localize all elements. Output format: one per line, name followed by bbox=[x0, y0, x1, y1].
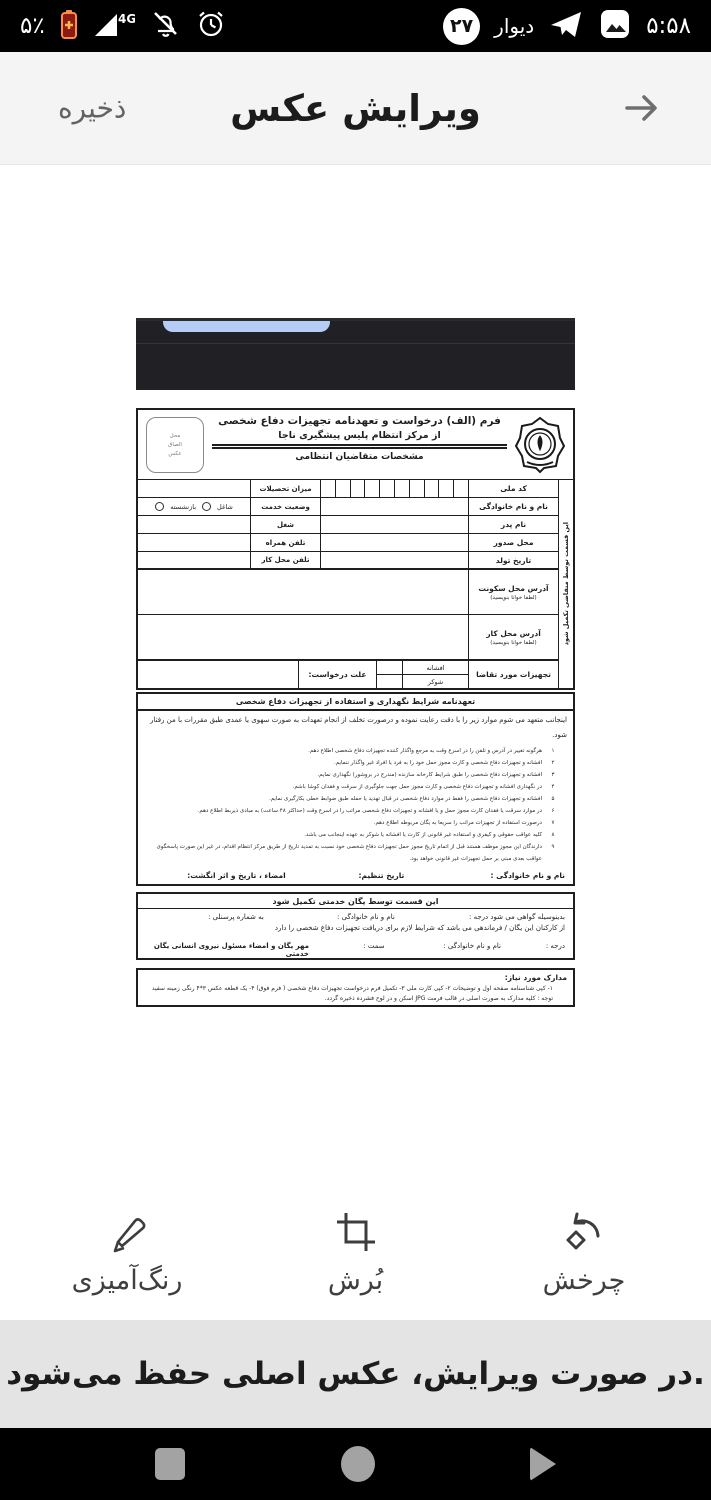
unit-section-title: این قسمت توسط یگان خدمتی تکمیل شود bbox=[138, 894, 573, 909]
work-address-value-cell bbox=[138, 615, 468, 659]
item-number: ۷ bbox=[551, 820, 555, 826]
form-block-applicant bbox=[136, 408, 575, 690]
photo-dark-banner bbox=[136, 318, 575, 390]
back-button[interactable] bbox=[619, 86, 663, 130]
national-id-digit-cell bbox=[350, 480, 365, 497]
item-text: درصورت استفاده از تجهیزات مراتب را سریعا به یگان مربوطه اطلاع دهم. bbox=[373, 820, 542, 826]
row-issue-place bbox=[138, 534, 558, 552]
label-education: میزان تحصیلات bbox=[250, 480, 320, 497]
paint-tool-label: رنگ‌آمیزی bbox=[71, 1265, 183, 1296]
row-equipment bbox=[138, 660, 558, 688]
full-name-value-cell bbox=[320, 498, 468, 515]
digit-cells bbox=[321, 480, 468, 497]
telegram-icon bbox=[548, 8, 584, 44]
photo-white-gap bbox=[136, 390, 575, 408]
commitment-signature-row bbox=[138, 865, 573, 884]
national-id-digit-cell bbox=[379, 480, 394, 497]
national-id-digit-cell bbox=[394, 480, 409, 497]
taser-checkbox-cell bbox=[377, 675, 402, 688]
row-birth-date bbox=[138, 552, 558, 570]
applicant-table-body bbox=[138, 480, 558, 688]
form-title-column bbox=[212, 410, 507, 479]
unit-name2-label: نام و نام خانوادگی : bbox=[443, 942, 501, 950]
edit-notice-bar bbox=[0, 1320, 711, 1428]
label-work-address bbox=[468, 615, 558, 659]
applicant-vertical-note-text: این قسمت توسط متقاضی تکمیل شود bbox=[562, 522, 570, 646]
crop-icon bbox=[333, 1209, 379, 1255]
form-block-documents bbox=[136, 968, 575, 1007]
label-birth-date: تاریخ تولد bbox=[468, 552, 558, 568]
job-value-cell bbox=[138, 516, 250, 533]
national-id-digit-cell bbox=[409, 480, 424, 497]
label-full-name: نام و نام خانوادگی bbox=[468, 498, 558, 515]
form-title-line2: از مرکز انتظام پلیس پیشگیری ناجا bbox=[278, 430, 441, 441]
spray-checkbox-cell bbox=[377, 661, 402, 675]
label-work-phone: تلفن محل کار bbox=[250, 552, 320, 568]
service-status-cell bbox=[138, 498, 250, 515]
item-text: افشانه و تجهیزات دفاع شخصی را طبق شرایط کارخانه سازنده (مندرج در بروشور) نگهداری نمایم. bbox=[317, 772, 542, 778]
recents-button[interactable] bbox=[155, 1448, 185, 1480]
label-service-status: وضعیت خدمت bbox=[250, 498, 320, 515]
alarm-clock-icon bbox=[195, 8, 227, 44]
item-number: ۸ bbox=[551, 832, 555, 838]
home-address-value-cell bbox=[138, 570, 468, 614]
unit-personnel-no-label: به شماره پرسنلی : bbox=[208, 913, 264, 921]
row-father-name bbox=[138, 516, 558, 534]
unit-row-certify bbox=[138, 909, 573, 921]
father-name-value-cell bbox=[320, 516, 468, 533]
work-address-title: آدرس محل کار bbox=[486, 628, 541, 638]
service-status-options bbox=[138, 502, 250, 511]
notifications-muted-icon bbox=[149, 8, 181, 44]
commitment-item bbox=[146, 745, 557, 757]
photo-box-line2: الصاق bbox=[168, 441, 182, 448]
item-number: ۴ bbox=[551, 784, 555, 790]
label-job: شغل bbox=[250, 516, 320, 533]
paint-brush-icon bbox=[104, 1209, 150, 1255]
status-right-group bbox=[443, 7, 691, 45]
police-emblem bbox=[507, 410, 573, 479]
photo-blue-button-fragment bbox=[163, 321, 330, 332]
item-text: در موارد سرقت یا فقدان کارت مجوز حمل و یا افشانه و تجهیزات دفاع شخصی مراتب را در اسرع وقت (حداکثر ۴۸ ساعت) به مبادی ذیربط اطلاع دهم. bbox=[197, 808, 542, 814]
rotate-icon bbox=[561, 1209, 607, 1255]
unit-certify-label: بدینوسیله گواهی می شود درجه : bbox=[468, 913, 565, 921]
national-id-digit-cell bbox=[321, 480, 335, 497]
birth-date-value-cell bbox=[320, 552, 468, 568]
edit-notice-text: در صورت ویرایش، عکس اصلی حفظ می‌شود. bbox=[6, 1356, 705, 1392]
form-title-line1: فرم (الف) درخواست و تعهدنامه تجهیزات دفاع شخصی bbox=[218, 415, 501, 427]
commitment-item bbox=[146, 841, 557, 865]
documents-title: مدارک مورد نیاز: bbox=[504, 973, 567, 982]
photo-being-edited bbox=[136, 318, 575, 1007]
edit-toolbar bbox=[0, 1185, 711, 1320]
option-employed: شاغل bbox=[217, 502, 233, 511]
save-button[interactable]: ذخیره bbox=[58, 91, 127, 125]
commitment-item bbox=[146, 817, 557, 829]
divar-app-label: دیوار bbox=[494, 14, 535, 38]
photo-attach-box bbox=[146, 417, 204, 473]
app-bar bbox=[0, 52, 711, 165]
option-retired: بازنشسته bbox=[170, 502, 197, 511]
item-number: ۵ bbox=[551, 796, 555, 802]
option-taser: شوکر bbox=[427, 677, 444, 686]
item-number: ۶ bbox=[551, 808, 555, 814]
back-arrow-icon bbox=[619, 86, 663, 130]
national-id-digit-boxes bbox=[320, 480, 468, 497]
commitment-intro: اینجانب متعهد می شوم موارد زیر را با دقت رعایت نموده و درصورت تخلف از انجام تعهدات به صورت سهوی یا عمدی طبق مقررات با من رفتار شود. bbox=[150, 716, 567, 739]
battery-icon bbox=[59, 8, 79, 44]
equipment-checkbox-cells bbox=[376, 661, 402, 688]
signature-date-label: تاریخ تنظیم: bbox=[358, 871, 405, 880]
item-text: دارندگان این مجوز موظف هستند قبل از اتمام تاریخ مجوز حمل تجهیزات دفاع شخصی خود نسبت به تمدید تاریخ از طریق مرکز انتظام اقدام، در غیر این صورت پاسخگوی عواقب بعدی مبنی بر حمل تجهیزات غیر قانونی خواهد بود. bbox=[156, 844, 542, 862]
item-text: افشانه و تجهیزات دفاع شخصی را فقط در موارد دفاع شخصی در قبال تهدید یا حمله طبق ضوابط خطی بکارگیری نمایم. bbox=[268, 796, 542, 802]
national-id-digit-cell bbox=[424, 480, 439, 497]
work-address-note: (لطفا خوانا بنویسید) bbox=[490, 639, 537, 646]
commitment-item bbox=[146, 793, 557, 805]
unit-stamp-label: مهر یگان و امضاء مسئول نیروی انسانی یگان خدمتی bbox=[153, 942, 309, 958]
rotate-tool-label: چرخش bbox=[542, 1265, 626, 1296]
label-request-reason: علت درخواست: bbox=[298, 661, 376, 688]
svg-text:4G: 4G bbox=[117, 12, 135, 26]
commitment-items bbox=[138, 743, 573, 865]
commitment-item bbox=[146, 829, 557, 841]
signature-fingerprint-label: امضاء ، تاریخ و اثر انگشت: bbox=[187, 871, 286, 880]
scanned-form-document bbox=[136, 408, 575, 1007]
status-left-group bbox=[20, 8, 227, 44]
work-phone-value-cell bbox=[138, 552, 250, 568]
education-value-cell bbox=[138, 480, 250, 497]
photo-box-line1: محل bbox=[169, 432, 181, 439]
unit-row-signoff bbox=[138, 932, 573, 958]
item-number: ۳ bbox=[551, 772, 555, 778]
item-number: ۲ bbox=[551, 760, 555, 766]
issue-place-value-cell bbox=[320, 534, 468, 551]
gallery-icon bbox=[598, 7, 632, 45]
radio-retired bbox=[155, 502, 164, 511]
label-equipment: تجهیزات مورد تقاضا bbox=[468, 661, 558, 688]
photo-box-line3: عکس bbox=[168, 450, 182, 457]
commitment-item bbox=[146, 757, 557, 769]
item-text: هرگونه تغییر در آدرس و تلفن را در اسرع وقت به مرجع واگذار کننده تجهیزات دفاع شخصی اطلاع دهم. bbox=[308, 748, 542, 754]
radio-employed bbox=[202, 502, 211, 511]
row-home-address bbox=[138, 570, 558, 615]
commitment-item bbox=[146, 769, 557, 781]
national-id-digit-cell bbox=[335, 480, 350, 497]
edit-canvas bbox=[0, 165, 711, 1185]
notification-count-badge: ۲۷ bbox=[443, 8, 480, 45]
applicant-vertical-note bbox=[558, 480, 573, 688]
status-bar bbox=[0, 0, 711, 52]
option-spray: افشانه bbox=[403, 661, 468, 675]
label-issue-place: محل صدور bbox=[468, 534, 558, 551]
form-block-commitment bbox=[136, 692, 575, 886]
commitment-item bbox=[146, 781, 557, 793]
rotate-tool-button[interactable] bbox=[509, 1209, 659, 1296]
label-father-name: نام پدر bbox=[468, 516, 558, 533]
clock-time: ۵:۵۸ bbox=[646, 13, 691, 39]
label-national-id: کد ملی bbox=[468, 480, 558, 497]
form-section-title: مشخصات متقاضیان انتظامی bbox=[295, 452, 424, 462]
photo-attach-column bbox=[138, 410, 212, 479]
home-address-note: (لطفا خوانا بنویسید) bbox=[490, 594, 537, 601]
national-id-digit-cell bbox=[364, 480, 379, 497]
label-mobile-phone: تلفن همراه bbox=[250, 534, 320, 551]
signal-4g-icon bbox=[93, 9, 135, 43]
item-text: افشانه و تجهیزات دفاع شخصی و کارت مجوز حمل خود را به فرد یا افراد غیر واگذار ننمایم. bbox=[334, 760, 542, 766]
unit-position-label: سمت : bbox=[363, 942, 385, 950]
item-text: در نگهداری افشانه و تجهیزات دفاع شخصی و کارت مجوز حمل جهت جلوگیری از سرقت و فقدان کوشا باشم. bbox=[292, 784, 542, 790]
form-header bbox=[138, 410, 573, 480]
form-block-unit bbox=[136, 892, 575, 960]
documents-line1: ۱- کپی شناسنامه صفحه اول و توضیحات ۲- کپی کارت ملی ۳- تکمیل فرم درخواست تجهیزات دفاع شخصی ( فرم فوق) ۴- یک قطعه عکس ۳*۴ رنگی زمینه سفید bbox=[151, 985, 553, 992]
item-number: ۱ bbox=[551, 748, 555, 754]
national-id-digit-cell bbox=[453, 480, 468, 497]
banner-seam-line bbox=[136, 343, 575, 344]
double-rule bbox=[212, 444, 507, 449]
commitment-item bbox=[146, 805, 557, 817]
row-work-address bbox=[138, 615, 558, 660]
crop-tool-label: بُرش bbox=[327, 1265, 384, 1296]
documents-line2: توجه : کلیه مدارک به صورت اصلی در قالب فرمت JPG اسکن و در لوح فشرده ذخیره گردد. bbox=[324, 995, 553, 1002]
nav-back-button[interactable] bbox=[530, 1447, 556, 1481]
request-reason-value-cell bbox=[138, 661, 298, 688]
unit-body-text: از کارکنان این یگان / فرماندهی می باشد که شرایط لازم برای دریافت تجهیزات دفاع شخصی را دارد bbox=[274, 924, 565, 932]
paint-tool-button[interactable] bbox=[52, 1209, 202, 1296]
row-national-id bbox=[138, 480, 558, 498]
battery-percent: ۵٪ bbox=[20, 13, 45, 39]
commitment-title: تعهدنامه شرایط نگهداری و استفاده از تجهیزات دفاع شخصی bbox=[138, 694, 573, 711]
row-full-name bbox=[138, 498, 558, 516]
item-number: ۹ bbox=[551, 844, 555, 850]
android-nav-bar bbox=[0, 1428, 711, 1500]
mobile-phone-value-cell bbox=[138, 534, 250, 551]
label-home-address bbox=[468, 570, 558, 614]
unit-rank-label: درجه : bbox=[545, 942, 565, 950]
national-id-digit-cell bbox=[438, 480, 453, 497]
signature-name-label: نام و نام خانوادگی : bbox=[490, 871, 565, 880]
equipment-options bbox=[402, 661, 468, 688]
unit-name-label: نام و نام خانوادگی : bbox=[337, 913, 395, 921]
home-address-title: آدرس محل سکونت bbox=[478, 583, 549, 593]
page-title: ویرایش عکس bbox=[230, 86, 481, 130]
home-button[interactable] bbox=[341, 1446, 375, 1482]
crop-tool-button[interactable] bbox=[281, 1209, 431, 1296]
applicant-table bbox=[138, 480, 573, 688]
item-text: کلیه عواقب حقوقی و کیفری و استفاده غیر قانونی از کارت یا افشانه یا شوکر به عهده اینجانب می باشد. bbox=[304, 832, 542, 838]
